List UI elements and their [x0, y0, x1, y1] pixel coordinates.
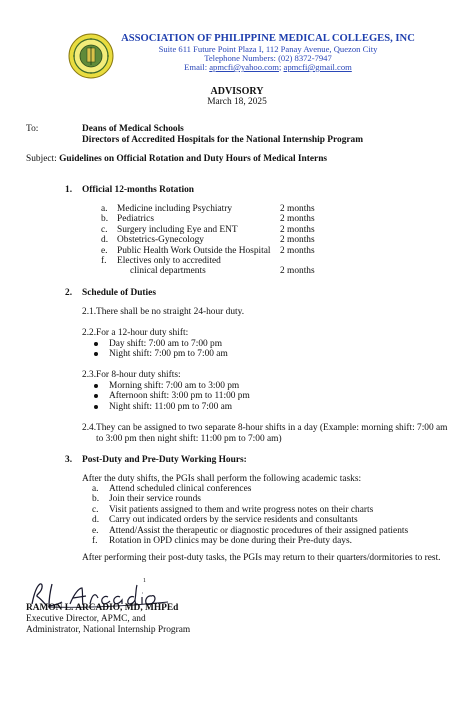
bullet-icon	[94, 342, 98, 346]
page-number: 1	[143, 578, 146, 584]
rotation-letter: d.	[101, 235, 109, 246]
org-telephone: Telephone Numbers: (02) 8372-7947	[204, 53, 332, 63]
bullet-text: Afternoon shift: 3:00 pm to 11:00 pm	[109, 391, 250, 402]
duty-item-2-1	[82, 307, 244, 318]
rotation-duration: 2 months	[280, 204, 315, 214]
bullet-text: Night shift: 7:00 pm to 7:00 am	[109, 349, 228, 360]
email-separator: ;	[278, 62, 284, 72]
bullet-icon	[94, 384, 98, 388]
subject-label: Subject:	[26, 154, 60, 164]
rotation-text: Medicine including Psychiatry	[117, 204, 233, 214]
signatory-block	[26, 603, 190, 635]
list-item	[101, 225, 341, 235]
list-item	[101, 256, 341, 266]
item-text: They can be assigned to two separate 8-hour shifts in a day (Example: morning shift: 7:00 am	[96, 423, 448, 433]
rotation-duration: 2 months	[280, 245, 315, 256]
to-label: To:	[26, 124, 39, 134]
subject-line	[26, 154, 327, 165]
rotation-text: Electives only to accredited	[117, 255, 221, 266]
item-text: There shall be no straight 24-hour duty.	[96, 307, 245, 317]
bullet-icon	[94, 394, 98, 398]
task-letter: c.	[92, 504, 99, 515]
org-email-line	[118, 63, 418, 73]
bullet-text: Night shift: 11:00 pm to 7:00 am	[109, 401, 233, 412]
item-number: 2.4.	[82, 423, 97, 433]
list-item	[101, 246, 341, 256]
bullet-text: Day shift: 7:00 am to 7:00 pm	[109, 339, 223, 349]
task-text: Visit patients assigned to them and write progress notes on their charts	[109, 504, 374, 515]
section-3-heading	[65, 455, 247, 466]
list-item	[101, 235, 341, 245]
duty-item-2-2	[82, 328, 188, 339]
item-text: For a 12-hour duty shift:	[96, 328, 189, 338]
task-text: Rotation in OPD clinics may be done during their Pre-duty days.	[109, 535, 352, 546]
email-label: Email:	[184, 62, 210, 72]
signatory-title-1: Executive Director, APMC, and	[26, 613, 146, 624]
item-text: For 8-hour duty shifts:	[96, 370, 181, 380]
duty-item-2-4	[82, 423, 447, 434]
item-number: 2.1.	[82, 307, 97, 317]
email-link-yahoo[interactable]: apmcfi@yahoo.com	[209, 62, 279, 72]
rotation-text: Public Health Work Outside the Hospital	[117, 245, 271, 256]
task-letter: d.	[92, 515, 100, 526]
section-1-number: 1.	[65, 185, 73, 195]
item-number: 2.2.	[82, 328, 97, 338]
rotation-duration: 2 months	[280, 266, 315, 277]
rotation-letter: c.	[101, 224, 108, 235]
task-letter: b.	[92, 494, 100, 505]
rotation-duration: 2 months	[280, 224, 315, 235]
advisory-date: March 18, 2025	[207, 97, 267, 107]
section-3-title: Post-Duty and Pre-Duty Working Hours:	[82, 455, 247, 465]
rotation-text: clinical departments	[130, 266, 206, 277]
rotation-letter: e.	[101, 245, 108, 256]
task-letter: e.	[92, 525, 99, 536]
email-link-gmail[interactable]: apmcfi@gmail.com	[283, 62, 352, 72]
section-2-heading	[65, 288, 156, 299]
list-item	[101, 204, 341, 214]
rotation-duration: 2 months	[280, 214, 315, 225]
addressee-line-1: Deans of Medical Schools	[82, 124, 184, 134]
bullet-icon	[94, 352, 98, 356]
list-item	[101, 214, 341, 224]
addressee-block	[82, 124, 363, 147]
rotation-duration: 2 months	[280, 235, 315, 246]
rotation-text: Surgery including Eye and ENT	[117, 224, 238, 235]
section-1-title: Official 12-months Rotation	[82, 185, 194, 195]
task-letter: a.	[92, 484, 99, 494]
signatory-name: RAMON L. ARCADIO, MD, MHPEd	[26, 603, 179, 613]
section-2-number: 2.	[65, 288, 73, 298]
duty-item-2-4-cont: to 3:00 pm then night shift: 11:00 pm to 7:00 am)	[96, 434, 282, 444]
rotation-text: Obstetrics-Gynecology	[117, 235, 204, 246]
advisory-title: ADVISORY	[210, 86, 264, 97]
section-3-number: 3.	[65, 455, 73, 465]
section-1-heading	[65, 185, 194, 196]
task-text: Carry out indicated orders by the service residents and consultants	[109, 515, 358, 526]
apmc-seal-icon	[68, 33, 114, 79]
section-3-intro: After the duty shifts, the PGIs shall perform the following academic tasks:	[82, 474, 362, 484]
org-name: ASSOCIATION OF PHILIPPINE MEDICAL COLLEGES, INC	[121, 33, 415, 44]
org-address: Suite 611 Future Point Plaza I, 112 Panay Avenue, Quezon City	[158, 44, 378, 54]
list-item	[101, 266, 341, 276]
section-3-closing: After performing their post-duty tasks, the PGIs may return to their quarters/dormitories to rest.	[82, 553, 441, 563]
signatory-title-2: Administrator, National Internship Program	[26, 624, 191, 635]
rotation-text: Pediatrics	[117, 214, 154, 225]
rotation-letter: a.	[101, 204, 108, 214]
task-text: Attend scheduled clinical conferences	[109, 484, 252, 494]
rotation-list	[101, 204, 341, 277]
task-text: Join their service rounds	[109, 494, 201, 505]
bullet-text: Morning shift: 7:00 am to 3:00 pm	[109, 381, 240, 391]
section-2-title: Schedule of Duties	[82, 288, 156, 298]
addressee-line-2: Directors of Accredited Hospitals for the National Internship Program	[82, 135, 364, 146]
rotation-letter: b.	[101, 214, 109, 225]
item-number: 2.3.	[82, 370, 97, 380]
bullet-icon	[94, 405, 98, 409]
task-letter: f.	[92, 535, 98, 546]
rotation-letter: f.	[101, 255, 107, 266]
subject-text: Guidelines on Official Rotation and Duty Hours of Medical Interns	[59, 154, 328, 164]
task-text: Attend/Assist the therapeutic or diagnostic procedures of their assigned patients	[109, 525, 409, 536]
duty-item-2-3	[82, 370, 181, 381]
